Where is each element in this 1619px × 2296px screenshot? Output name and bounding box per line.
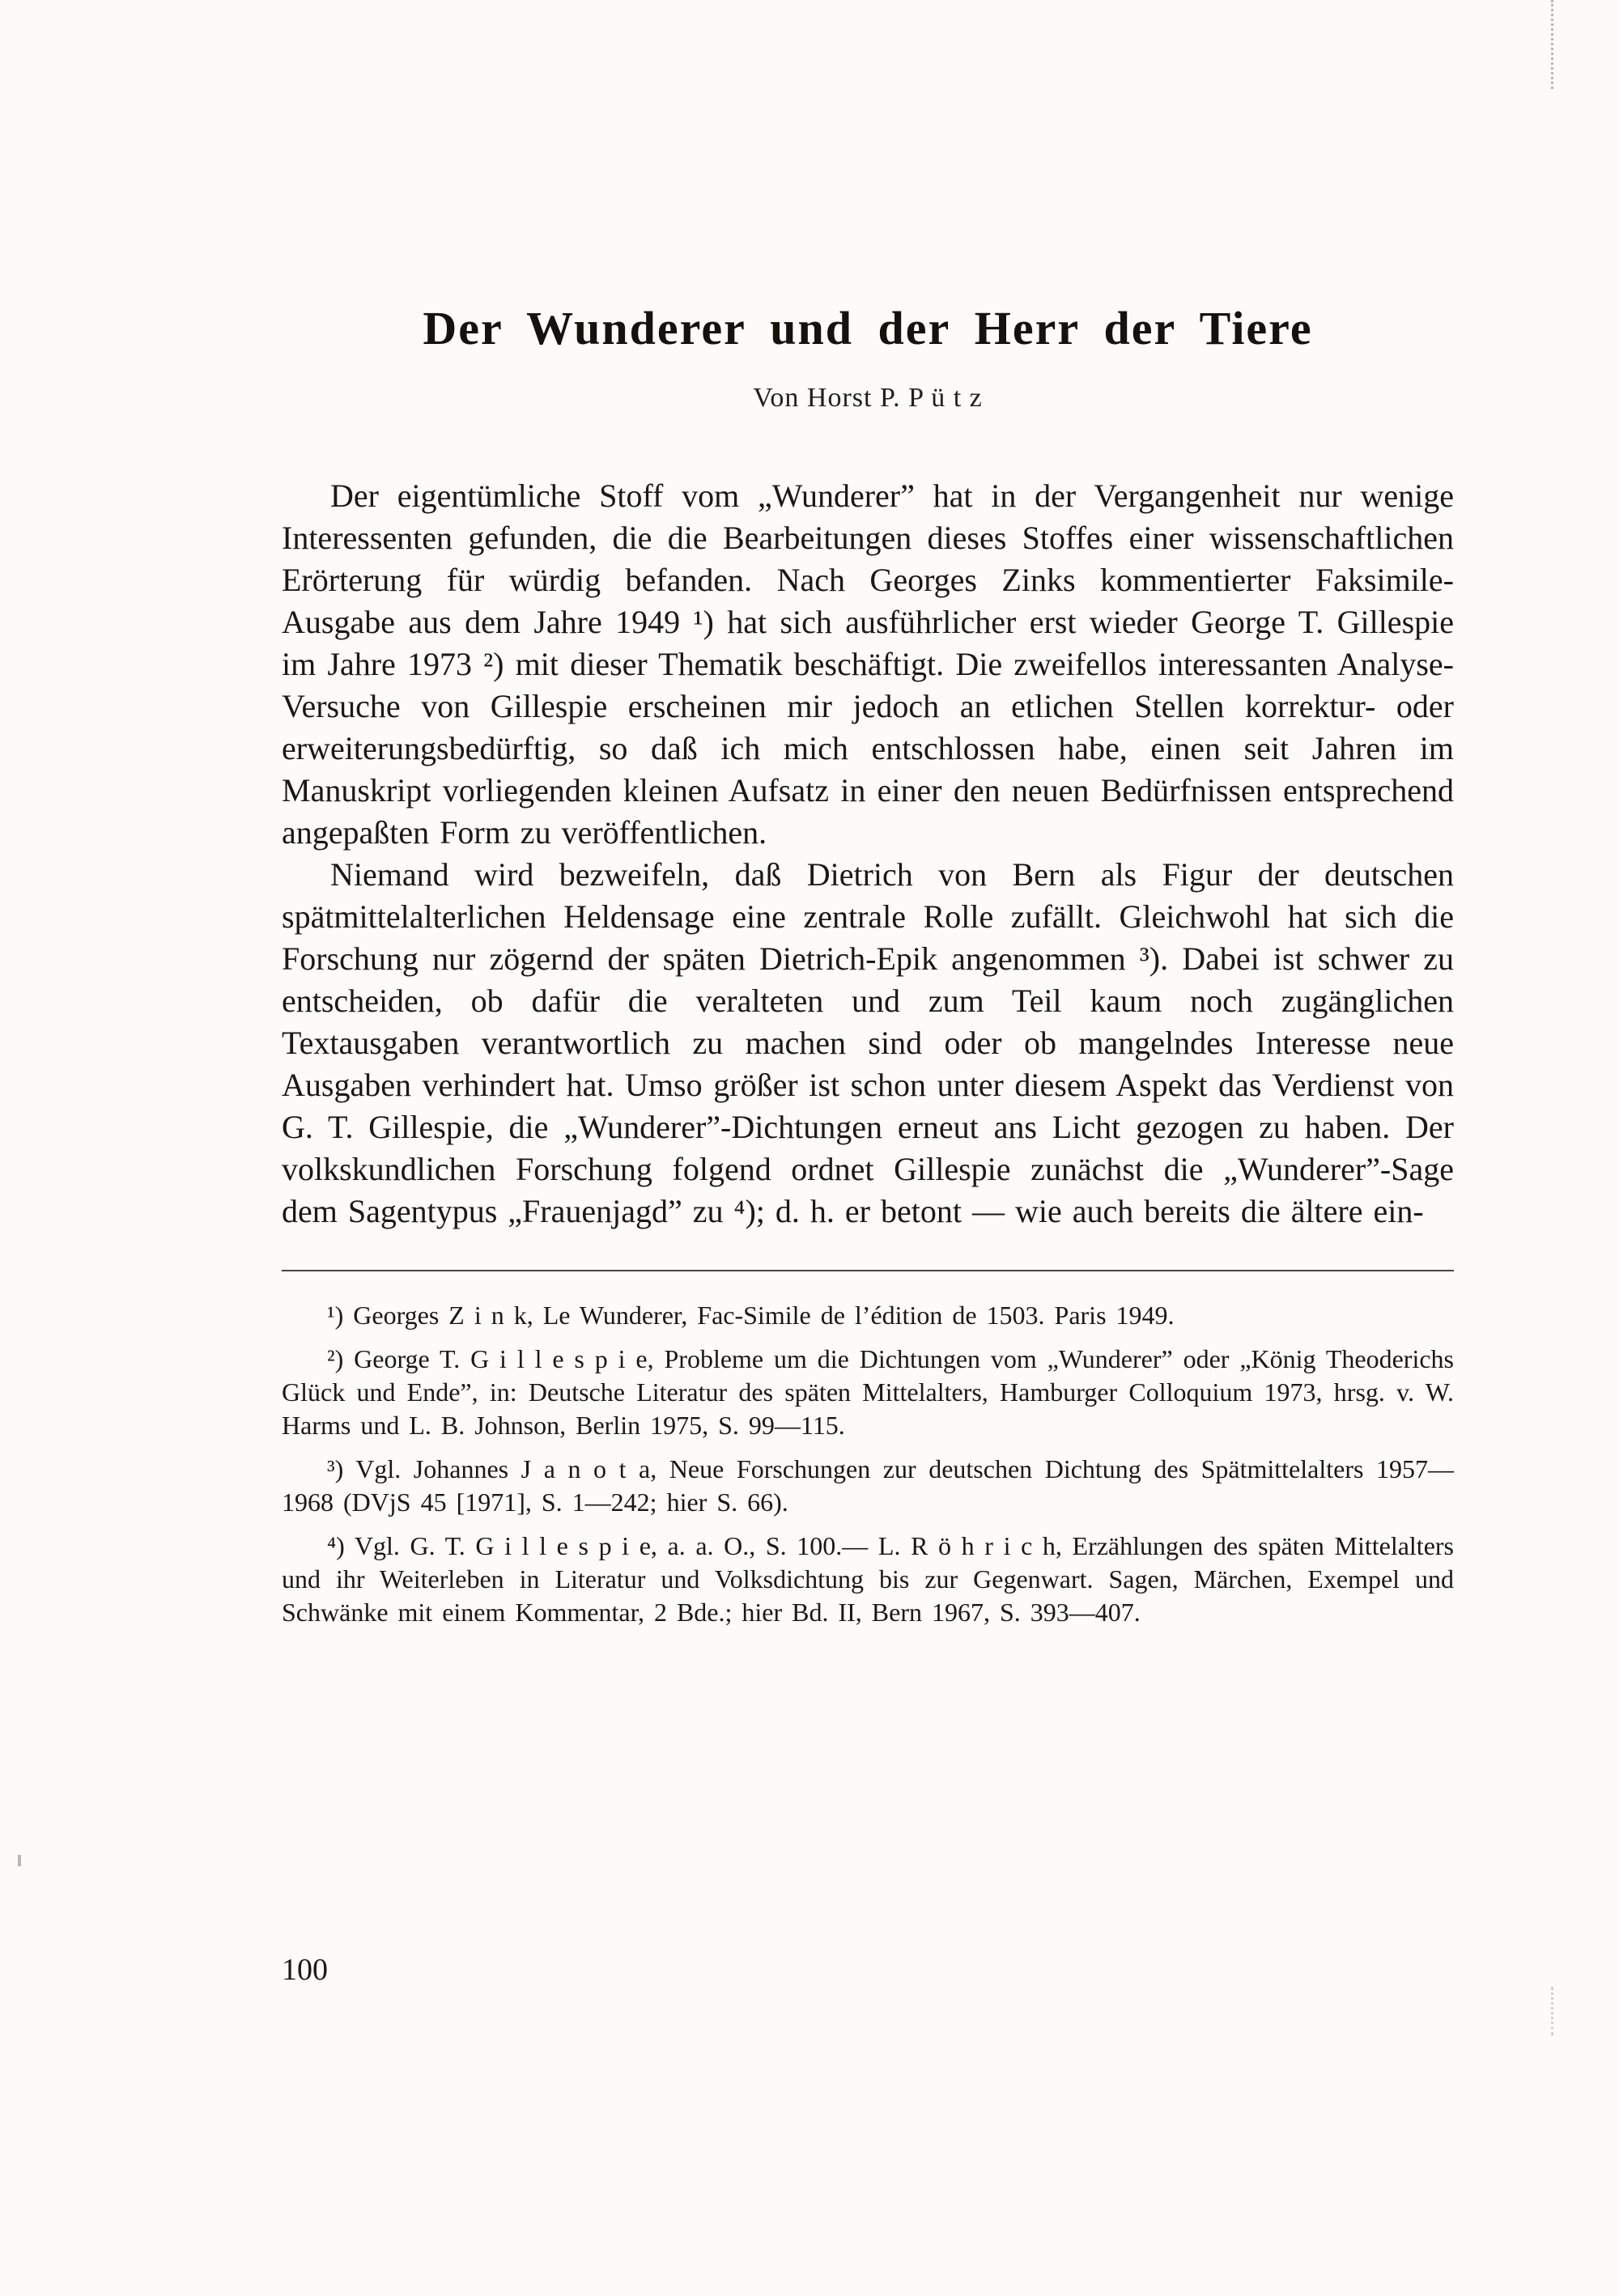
footnote: ²) George T. G i l l e s p i e, Probleme um die Dichtungen vom „Wunderer” oder „König Theoderichs Glück und Ende”, in: Deutsche Literatur des späten Mittelalters, Hamburger Colloquium 1973, hrsg. v. W. Harms und L. B. Johnson, Berlin 1975, S. 99—115. bbox=[282, 1344, 1454, 1440]
footnote-separator bbox=[282, 1270, 1454, 1271]
footnote: ⁴) Vgl. G. T. G i l l e s p i e, a. a. O., S. 100.— L. R ö h r i c h, Erzählungen des späten Mittelalters und ihr Weiterleben in Literatur und Volksdichtung bis zur Gegenwart. Sagen, Märchen, Exempel und Schwänke mit einem Kommentar, 2 Bde.; hier Bd. II, Bern 1967, S. 393—407. bbox=[282, 1531, 1454, 1627]
footnotes-section bbox=[282, 1299, 1454, 1629]
footnote: ³) Vgl. Johannes J a n o t a, Neue Forschungen zur deutschen Dichtung des Spätmittelalters 1957—1968 (DVjS 45 [1971], S. 1—242; hier S. 66). bbox=[282, 1454, 1454, 1517]
scan-artifact-left-speck bbox=[18, 1855, 21, 1866]
footnote: ¹) Georges Z i n k, Le Wunderer, Fac-Simile de l’édition de 1503. Paris 1949. bbox=[327, 1301, 1175, 1330]
scan-artifact-top-right bbox=[1551, 0, 1553, 89]
page-title: Der Wunderer und der Herr der Tiere bbox=[423, 302, 1313, 354]
article-column bbox=[282, 301, 1454, 1640]
page-number: 100 bbox=[282, 1953, 328, 1987]
article-body bbox=[282, 475, 1454, 1233]
body-paragraph: Niemand wird bezweifeln, daß Dietrich von Bern als Figur der deutschen spätmittelalterlichen Heldensage eine zentrale Rolle zufällt. Gleichwohl hat sich die Forschung nur zögernd der späten Dietrich-Epik angenommen ³). Dabei ist schwer zu entscheiden, ob dafür die veralteten und zum Teil kaum noch zugänglichen Textausgaben verantwortlich zu machen sind oder ob mangelndes Interesse neue Ausgaben verhindert hat. Umso größer ist schon unter diesem Aspekt das Verdienst von G. T. Gillespie, die „Wunderer”-Dichtungen erneut ans Licht gezogen zu haben. Der volkskundlichen Forschung folgend ordnet Gillespie zunächst die „Wunderer”-Sage dem Sagentypus „Frauenjagd” zu ⁴); d. h. er betont — wie auch bereits die ältere ein- bbox=[282, 856, 1454, 1229]
body-paragraph: Der eigentümliche Stoff vom „Wunderer” hat in der Vergangenheit nur wenige Interessenten gefunden, die die Bearbeitungen dieses Stoffes einer wissenschaftlichen Erörterung für würdig befanden. Nach Georges Zinks kommentierter Faksimile-Ausgabe aus dem Jahre 1949 ¹) hat sich ausführlicher erst wieder George T. Gillespie im Jahre 1973 ²) mit dieser Thematik beschäftigt. Die zweifellos interessanten Analyse-Versuche von Gillespie erscheinen mir jedoch an etlichen Stellen korrektur- oder erweiterungsbedürftig, so daß ich mich entschlossen habe, einen seit Jahren im Manuskript vorliegenden kleinen Aufsatz in einer den neuen Bedürfnissen entsprechend angepaßten Form zu veröffentlichen. bbox=[282, 477, 1454, 851]
author-byline: Von Horst P. P ü t z bbox=[753, 383, 983, 413]
scan-artifact-bottom-right bbox=[1551, 1987, 1553, 2035]
